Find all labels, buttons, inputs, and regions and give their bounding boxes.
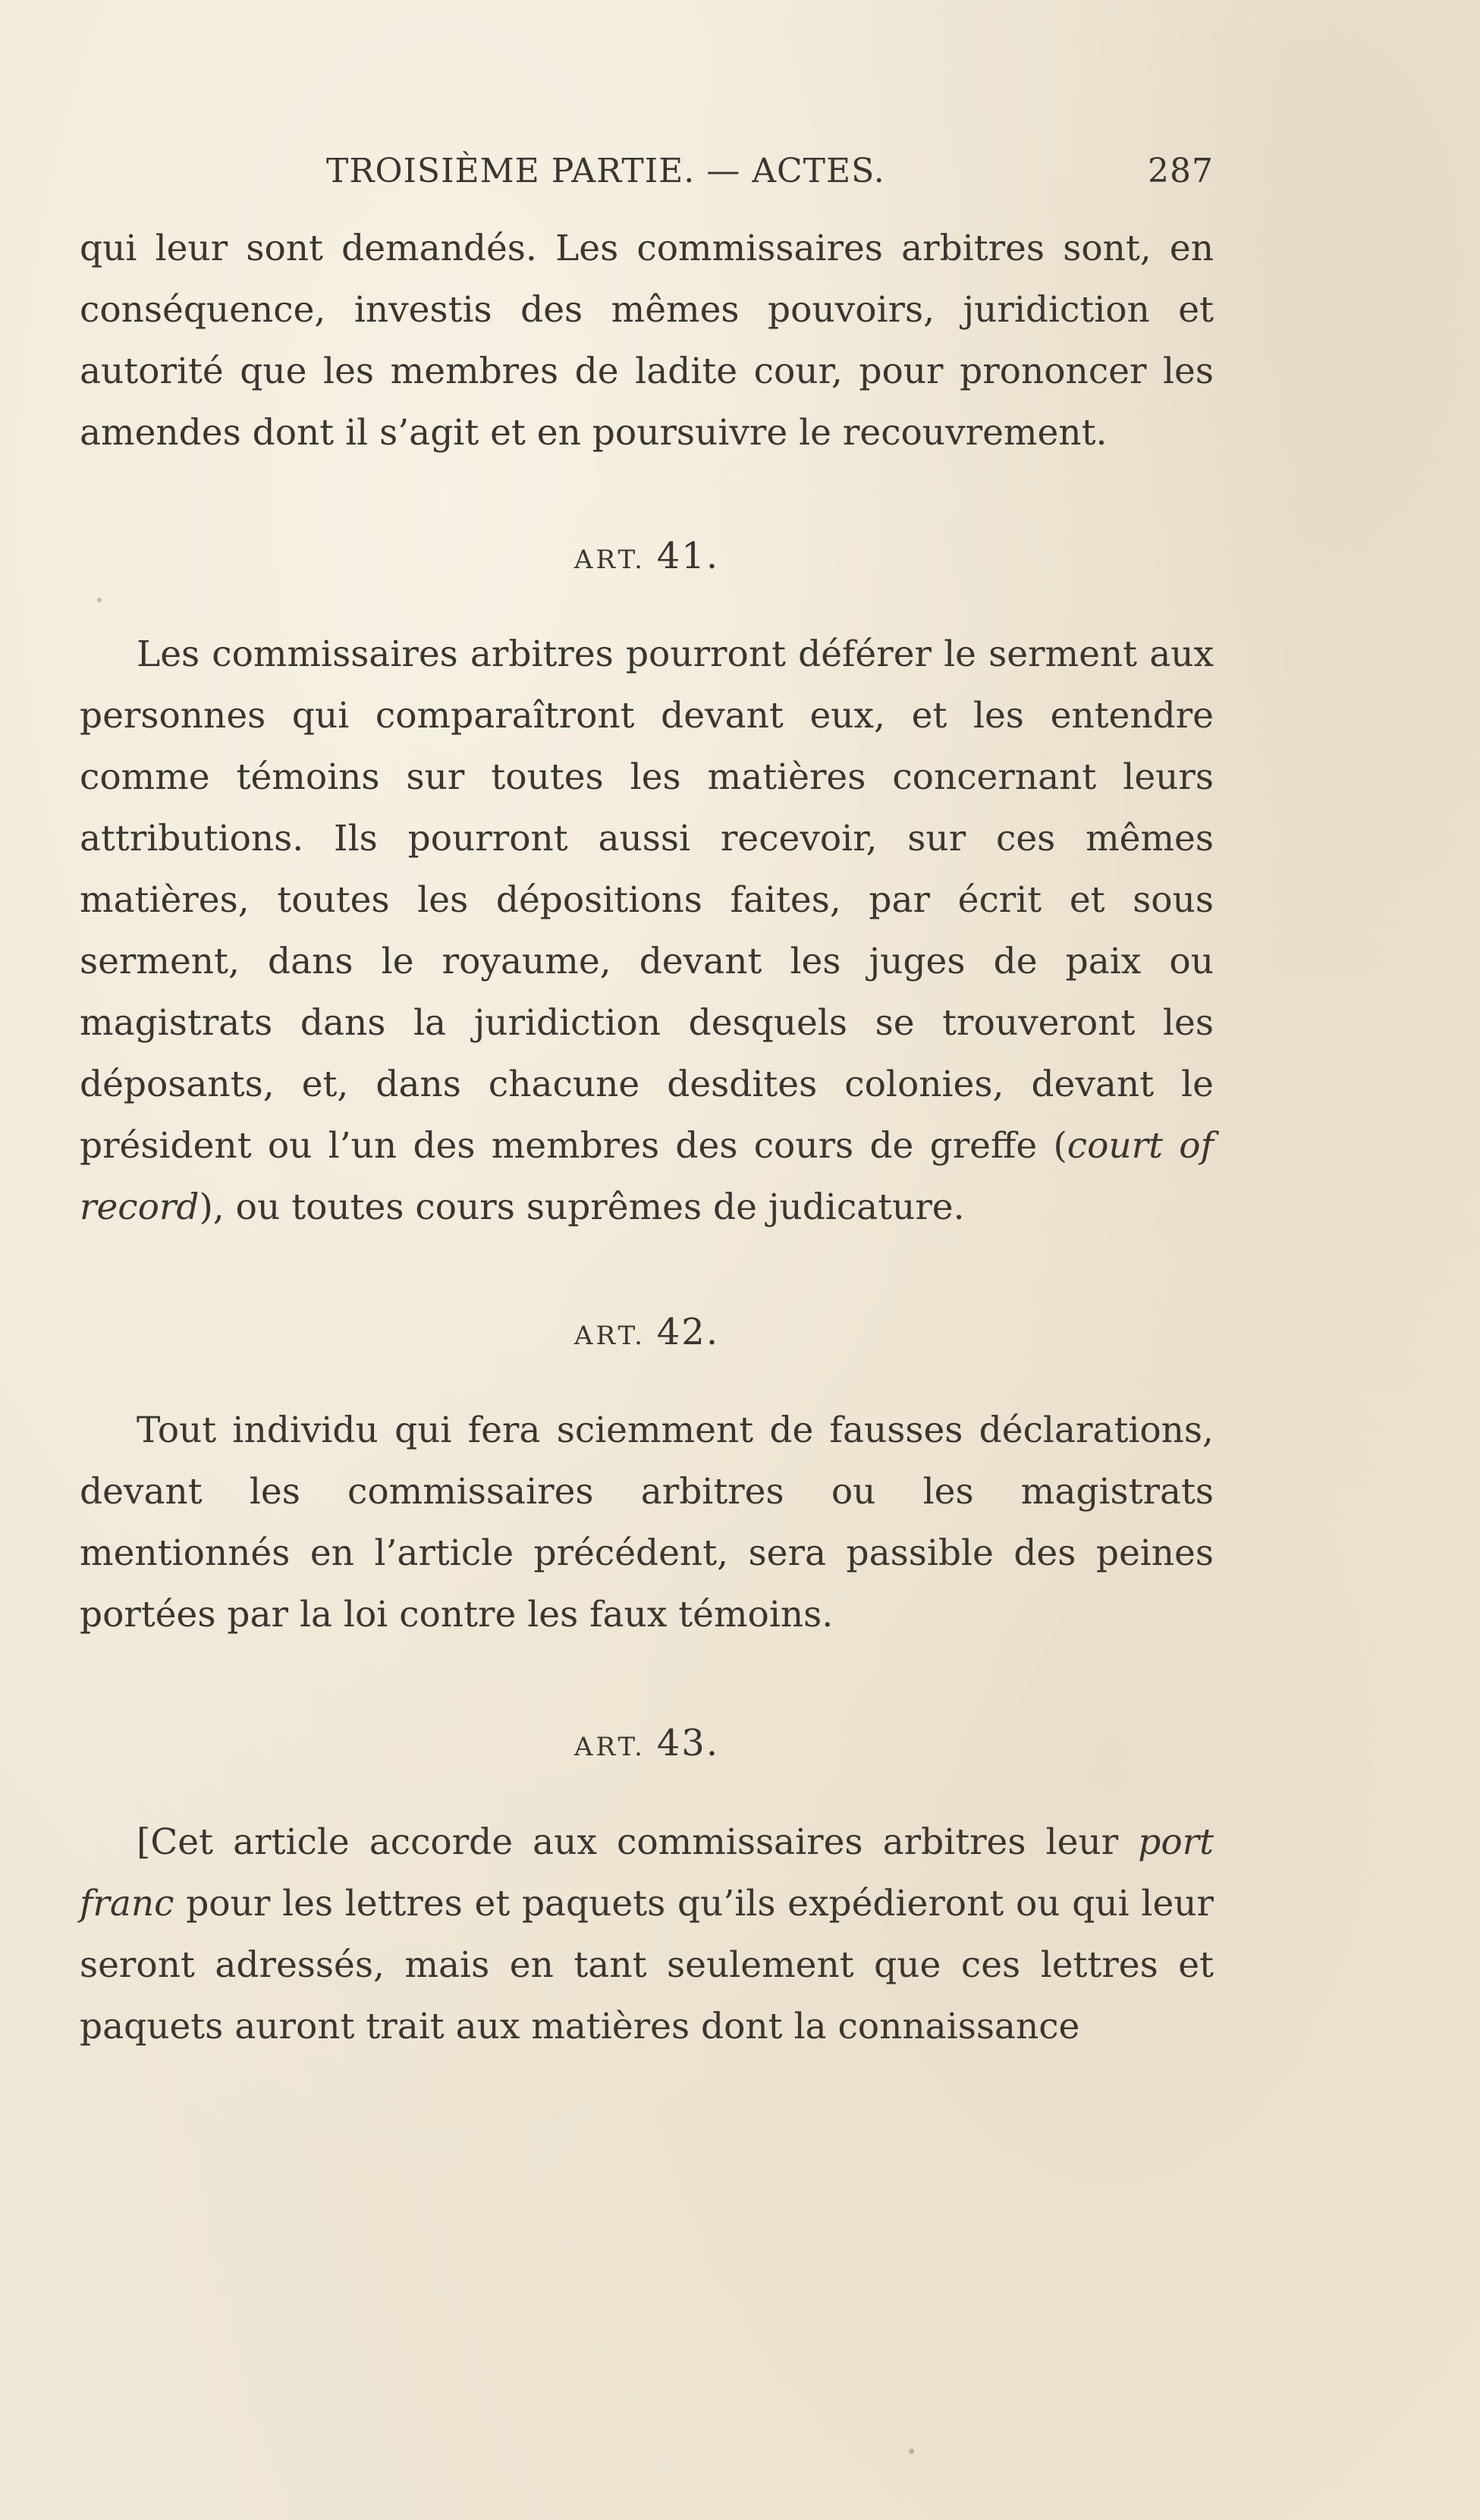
article-43-heading — [80, 1722, 1214, 1764]
article-42-number: 42. — [656, 1311, 720, 1353]
article-41-text — [80, 624, 1214, 1238]
article-41-italic-term: court of record — [80, 1125, 1214, 1228]
article-41-text-start: Les commissaires arbitres pourront déférer le serment aux personnes qui comparaîtront devant eux, et les entendre comme témoins sur toutes les matières concernant leurs attributions. Ils pourront aussi recevoir, sur ces mêmes matières, toutes les dépositions faites, par écrit et sous serment, dans le royaume, devant les juges de paix ou magistrats dans la juridiction desquels se trouveront les déposants, et, dans chacune desdites colonies, devant le président ou l’un des membres des cours de greffe ( — [80, 633, 1214, 1167]
article-43-text-start: [Cet article accorde aux commissaires arbitres leur — [137, 1821, 1139, 1863]
article-43-italic-term: port franc — [80, 1821, 1214, 1925]
article-41-text-end: ), ou toutes cours suprêmes de judicature. — [199, 1186, 965, 1228]
article-41-paragraph — [80, 624, 1214, 1238]
article-41-heading — [80, 535, 1214, 577]
article-42-text: Tout individu qui fera sciemment de fausses déclarations, devant les commissaires arbitres ou les magistrats mentionnés en l’article précédent, sera passible des peines portées par la loi contre les faux témoins. — [80, 1409, 1214, 1635]
paper-speck — [909, 2449, 914, 2454]
continuation-text: qui leur sont demandés. Les commissaires arbitres sont, en conséquence, investis des mêmes pouvoirs, juridiction et autorité que les membres de ladite cour, pour prononcer les amendes dont il s’agit et en poursuivre le recouvrement. — [80, 228, 1214, 454]
article-43-text-end: pour les lettres et paquets qu’ils expédieront ou qui leur seront adressés, mais en tant seulement que ces lettres et paquets auront trait aux matières dont la connaissance — [80, 1883, 1214, 2047]
page-number: 287 — [1148, 152, 1214, 190]
article-43-label: ART. — [573, 1732, 646, 1762]
article-42-label: ART. — [573, 1321, 646, 1351]
running-head — [326, 152, 1214, 205]
article-41-number: 41. — [656, 535, 720, 577]
running-title: TROISIÈME PARTIE. — ACTES. — [326, 152, 885, 190]
article-43-number: 43. — [656, 1722, 720, 1764]
article-42-heading — [80, 1311, 1214, 1353]
paper-speck — [97, 598, 102, 602]
continuation-paragraph — [80, 218, 1214, 463]
article-42-paragraph — [80, 1400, 1214, 1645]
article-43-text — [80, 1811, 1214, 2057]
article-41-label: ART. — [573, 545, 646, 575]
article-43-paragraph — [80, 1811, 1214, 2057]
